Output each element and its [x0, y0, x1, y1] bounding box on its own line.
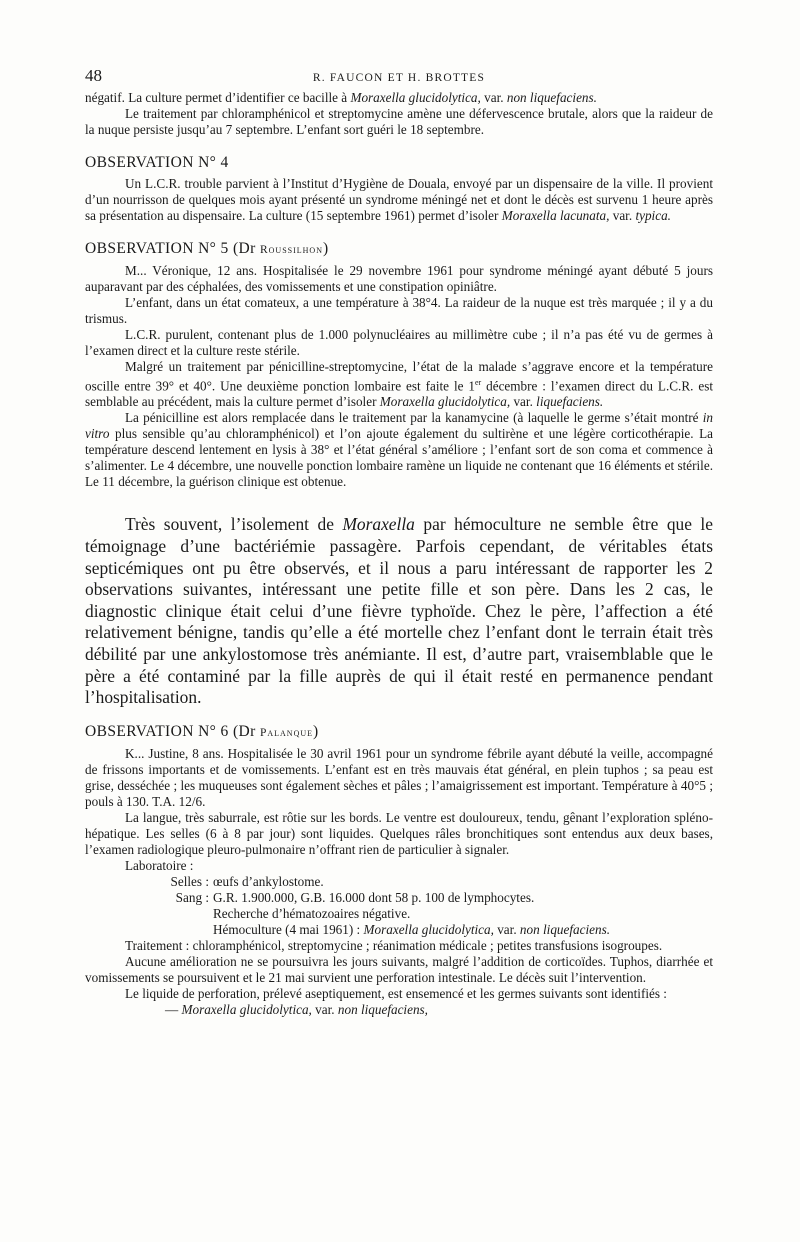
- observation-5-paragraph-2: L’enfant, dans un état comateux, a une température à 38°4. La raideur de la nuque est très marquée ; il y a du trismus.: [85, 295, 713, 326]
- page-number: 48: [85, 66, 102, 85]
- observation-6-paragraph-1: K... Justine, 8 ans. Hospitalisée le 30 avril 1961 pour un syndrome fébrile ayant débuté la veille, accompagné de frissons importants et de vomissements. L’enfant est en très mauvais état général, en plein tuphos ; sa peau est grise, desséchée ; les muqueuses sont également sèches et pâles ; l’amaigrissement est important. Température à 40°5 ; pouls à 130. T.A. 12/6.: [85, 745, 713, 809]
- observation-6-paragraph-2: La langue, très saburrale, est rôtie sur les bords. Le ventre est douloureux, tendu, gênant l’exploration spléno-hépatique. Les selles (6 à 8 par jour) sont liquides. Quelques râles bronchitiques sont entendus aux deux bases, l’examen radiologique pleuro-pulmonaire n’offrant rien de particulier à signaler.: [85, 809, 713, 857]
- intro-paragraph-1: négatif. La culture permet d’identifier ce bacille à Moraxella glucidolytica, var. non liquefaciens.: [85, 90, 597, 105]
- hemoculture-row: Hémoculture (4 mai 1961) : Moraxella glucidolytica, var. non liquefaciens.: [213, 921, 611, 937]
- observation-5-paragraph-4: Malgré un traitement par pénicilline-streptomycine, l’état de la malade s’aggrave encore et la température oscille entre 39° et 40°. Une deuxième ponction lombaire est faite le 1er décembre : l’examen direct du L.C.R. est semblable au précédent, mais la culture permet d’isoler Moraxella glucidolytica, var. liquefaciens.: [85, 359, 713, 410]
- treatment-paragraph: Traitement : chloramphénicol, streptomycine ; réanimation médicale ; petites transfusions isogroupes.: [125, 937, 663, 953]
- sang-row: Sang : G.R. 1.900.000, G.B. 16.000 dont 58 p. 100 de lymphocytes.: [175, 889, 535, 905]
- intro-paragraph-2: Le traitement par chloramphénicol et streptomycine amène une défervescence brutale, alors que la raideur de la nuque persiste jusqu’au 7 septembre. L’enfant sort guéri le 18 septembre.: [85, 106, 713, 137]
- observation-4-paragraph: Un L.C.R. trouble parvient à l’Institut d’Hygiène de Douala, envoyé par un dispensaire de la ville. Il provient d’un nourrisson de quelques mois ayant présenté un syndrome méningé net et dont le décès est survenu 1 heure après sa présentation au dispensaire. La culture (15 septembre 1961) permet d’isoler Moraxella lacunata, var. typica.: [85, 176, 713, 223]
- observation-6-paragraph-3: Aucune amélioration ne se poursuivra les jours suivants, malgré l’addition de corticoïdes. Tuphos, diarrhée et vomissements se poursuivent et le 21 mai survient une perforation intestinale. Le décès suit l’intervention.: [85, 953, 713, 985]
- running-head: R. FAUCON ET H. BROTTES: [312, 72, 486, 84]
- observation-5-paragraph-3: L.C.R. purulent, contenant plus de 1.000 polynucléaires au millimètre cube ; il n’a pas été vu de germes à l’examen direct et la culture reste stérile.: [85, 327, 713, 358]
- summary-paragraph: Très souvent, l’isolement de Moraxella par hémoculture ne semble être que le témoignage d’une bactériémie passagère. Parfois cependant, de véritables états septicémiques ont pu être observés, et il nous a paru intéressant de rapporter les 2 observations suivantes, intéressant une petite fille et son père. Dans les 2 cas, le diagnostic clinique était celui d’une fièvre typhoïde. Chez le père, l’affection a été relativement bénigne, tandis qu’elle a été mortelle chez l’enfant dont le terrain était très débilité par une ankylostomose très anémiante. Il est, d’autre part, vraisemblable que le père a été contaminé par la fille auprès de qui il était resté en permanence pendant l’hospitalisation.: [85, 514, 713, 708]
- observation-6-heading: OBSERVATION N° 6 (Dr Palanque): [85, 722, 319, 740]
- observation-5-paragraph-5: La pénicilline est alors remplacée dans le traitement par la kanamycine (à laquelle le germe s’était montré in vitro plus sensible qu’au chloramphénicol) et l’on ajoute également du sultirène et une légère corticothérapie. La température descend lentement en lysis à 38° et l’état général s’améliore ; l’enfant sort de son coma et commence à s’alimenter. Le 4 décembre, une nouvelle ponction lombaire ramène un liquide ne contenant que 16 éléments et stérile. Le 11 décembre, la guérison clinique est obtenue.: [85, 410, 713, 490]
- identified-germ: — Moraxella glucidolytica, var. non liquefaciens,: [165, 1001, 428, 1017]
- selles-row: Selles : œufs d’ankylostome.: [170, 873, 324, 889]
- observation-5-paragraph-1: M... Véronique, 12 ans. Hospitalisée le 29 novembre 1961 pour syndrome méningé ayant débuté 5 jours auparavant par des céphalées, des vomissements et une constipation opiniâtre.: [85, 263, 713, 294]
- page-header: [85, 66, 713, 90]
- observation-5-heading: OBSERVATION N° 5 (Dr Roussilhon): [85, 240, 329, 257]
- sang-row-2: Recherche d’hématozoaires négative.: [213, 905, 411, 921]
- page: [85, 66, 713, 1018]
- observation-6-paragraph-4: Le liquide de perforation, prélevé aseptiquement, est ensemencé et les germes suivants sont identifiés :: [125, 985, 667, 1001]
- observation-4-heading: OBSERVATION N° 4: [85, 154, 229, 171]
- laboratory-label: Laboratoire :: [125, 857, 194, 873]
